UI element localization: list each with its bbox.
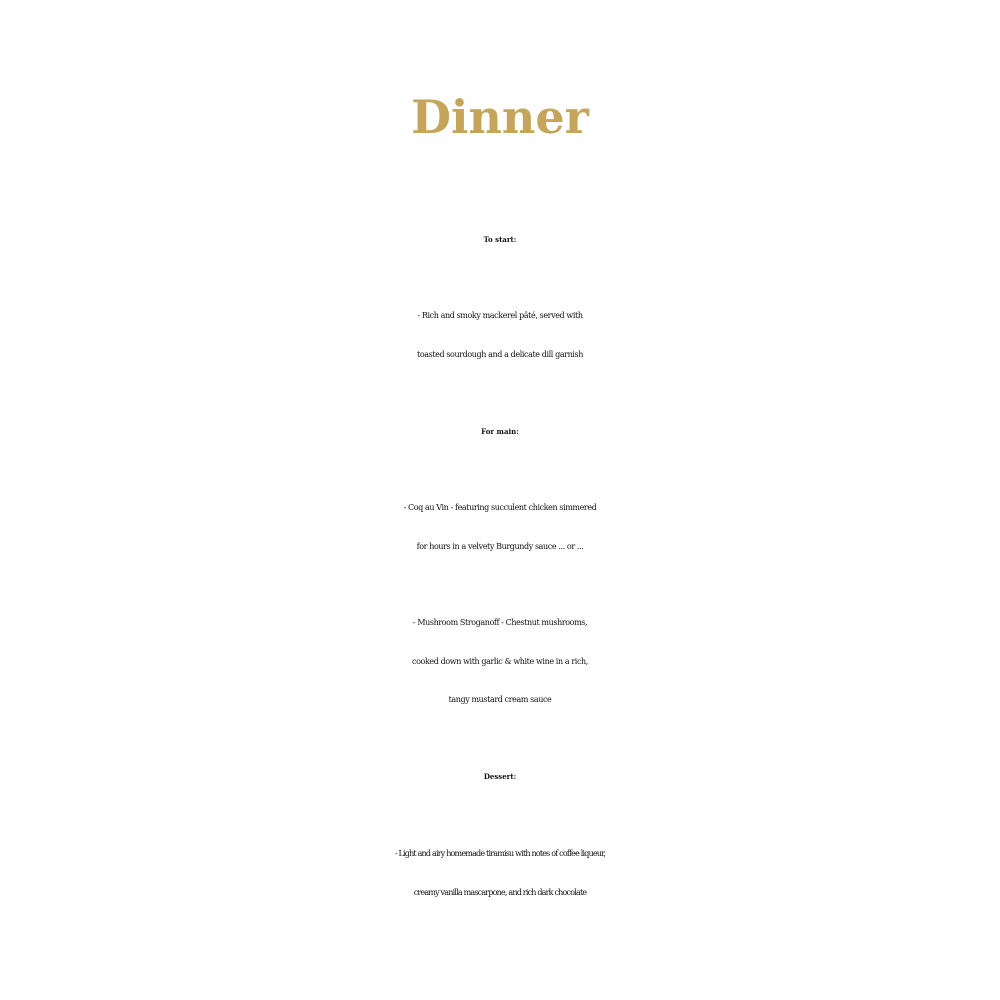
menu-item-line: tangy mustard cream sauce — [448, 695, 552, 704]
menu-item-tiramisu — [0, 835, 1000, 912]
menu-item-line: - Light and airy homemade tiramisu with notes of coffee liqueur, — [394, 849, 606, 858]
menu-item-line: - Rich and smoky mackerel pâté, served with — [417, 311, 583, 320]
menu-item-line: toasted sourdough and a delicate dill garnish — [417, 349, 583, 359]
menu-item-line: cooked down with garlic & white wine in a rich, — [412, 656, 588, 666]
menu-item-coq-au-vin — [0, 489, 1000, 566]
menu-item-line: - Coq au Vin - featuring succulent chicken simmered — [403, 503, 597, 512]
menu-item-mackerel-pate — [0, 297, 1000, 374]
section-heading-dessert: Dessert: — [483, 772, 517, 781]
menu-item-line: creamy vanilla mascarpone, and rich dark chocolate — [413, 887, 587, 897]
menu-item-line: for hours in a velvety Burgundy sauce ... or ... — [416, 541, 584, 551]
menu-item-mushroom-stroganoff — [0, 604, 1000, 720]
section-heading-to-start: To start: — [483, 235, 517, 244]
section-heading-for-main: For main: — [481, 427, 519, 436]
menu-item-line: - Mushroom Stroganoff - Chestnut mushrooms, — [412, 618, 588, 627]
menu-title: Dinner — [411, 90, 589, 144]
